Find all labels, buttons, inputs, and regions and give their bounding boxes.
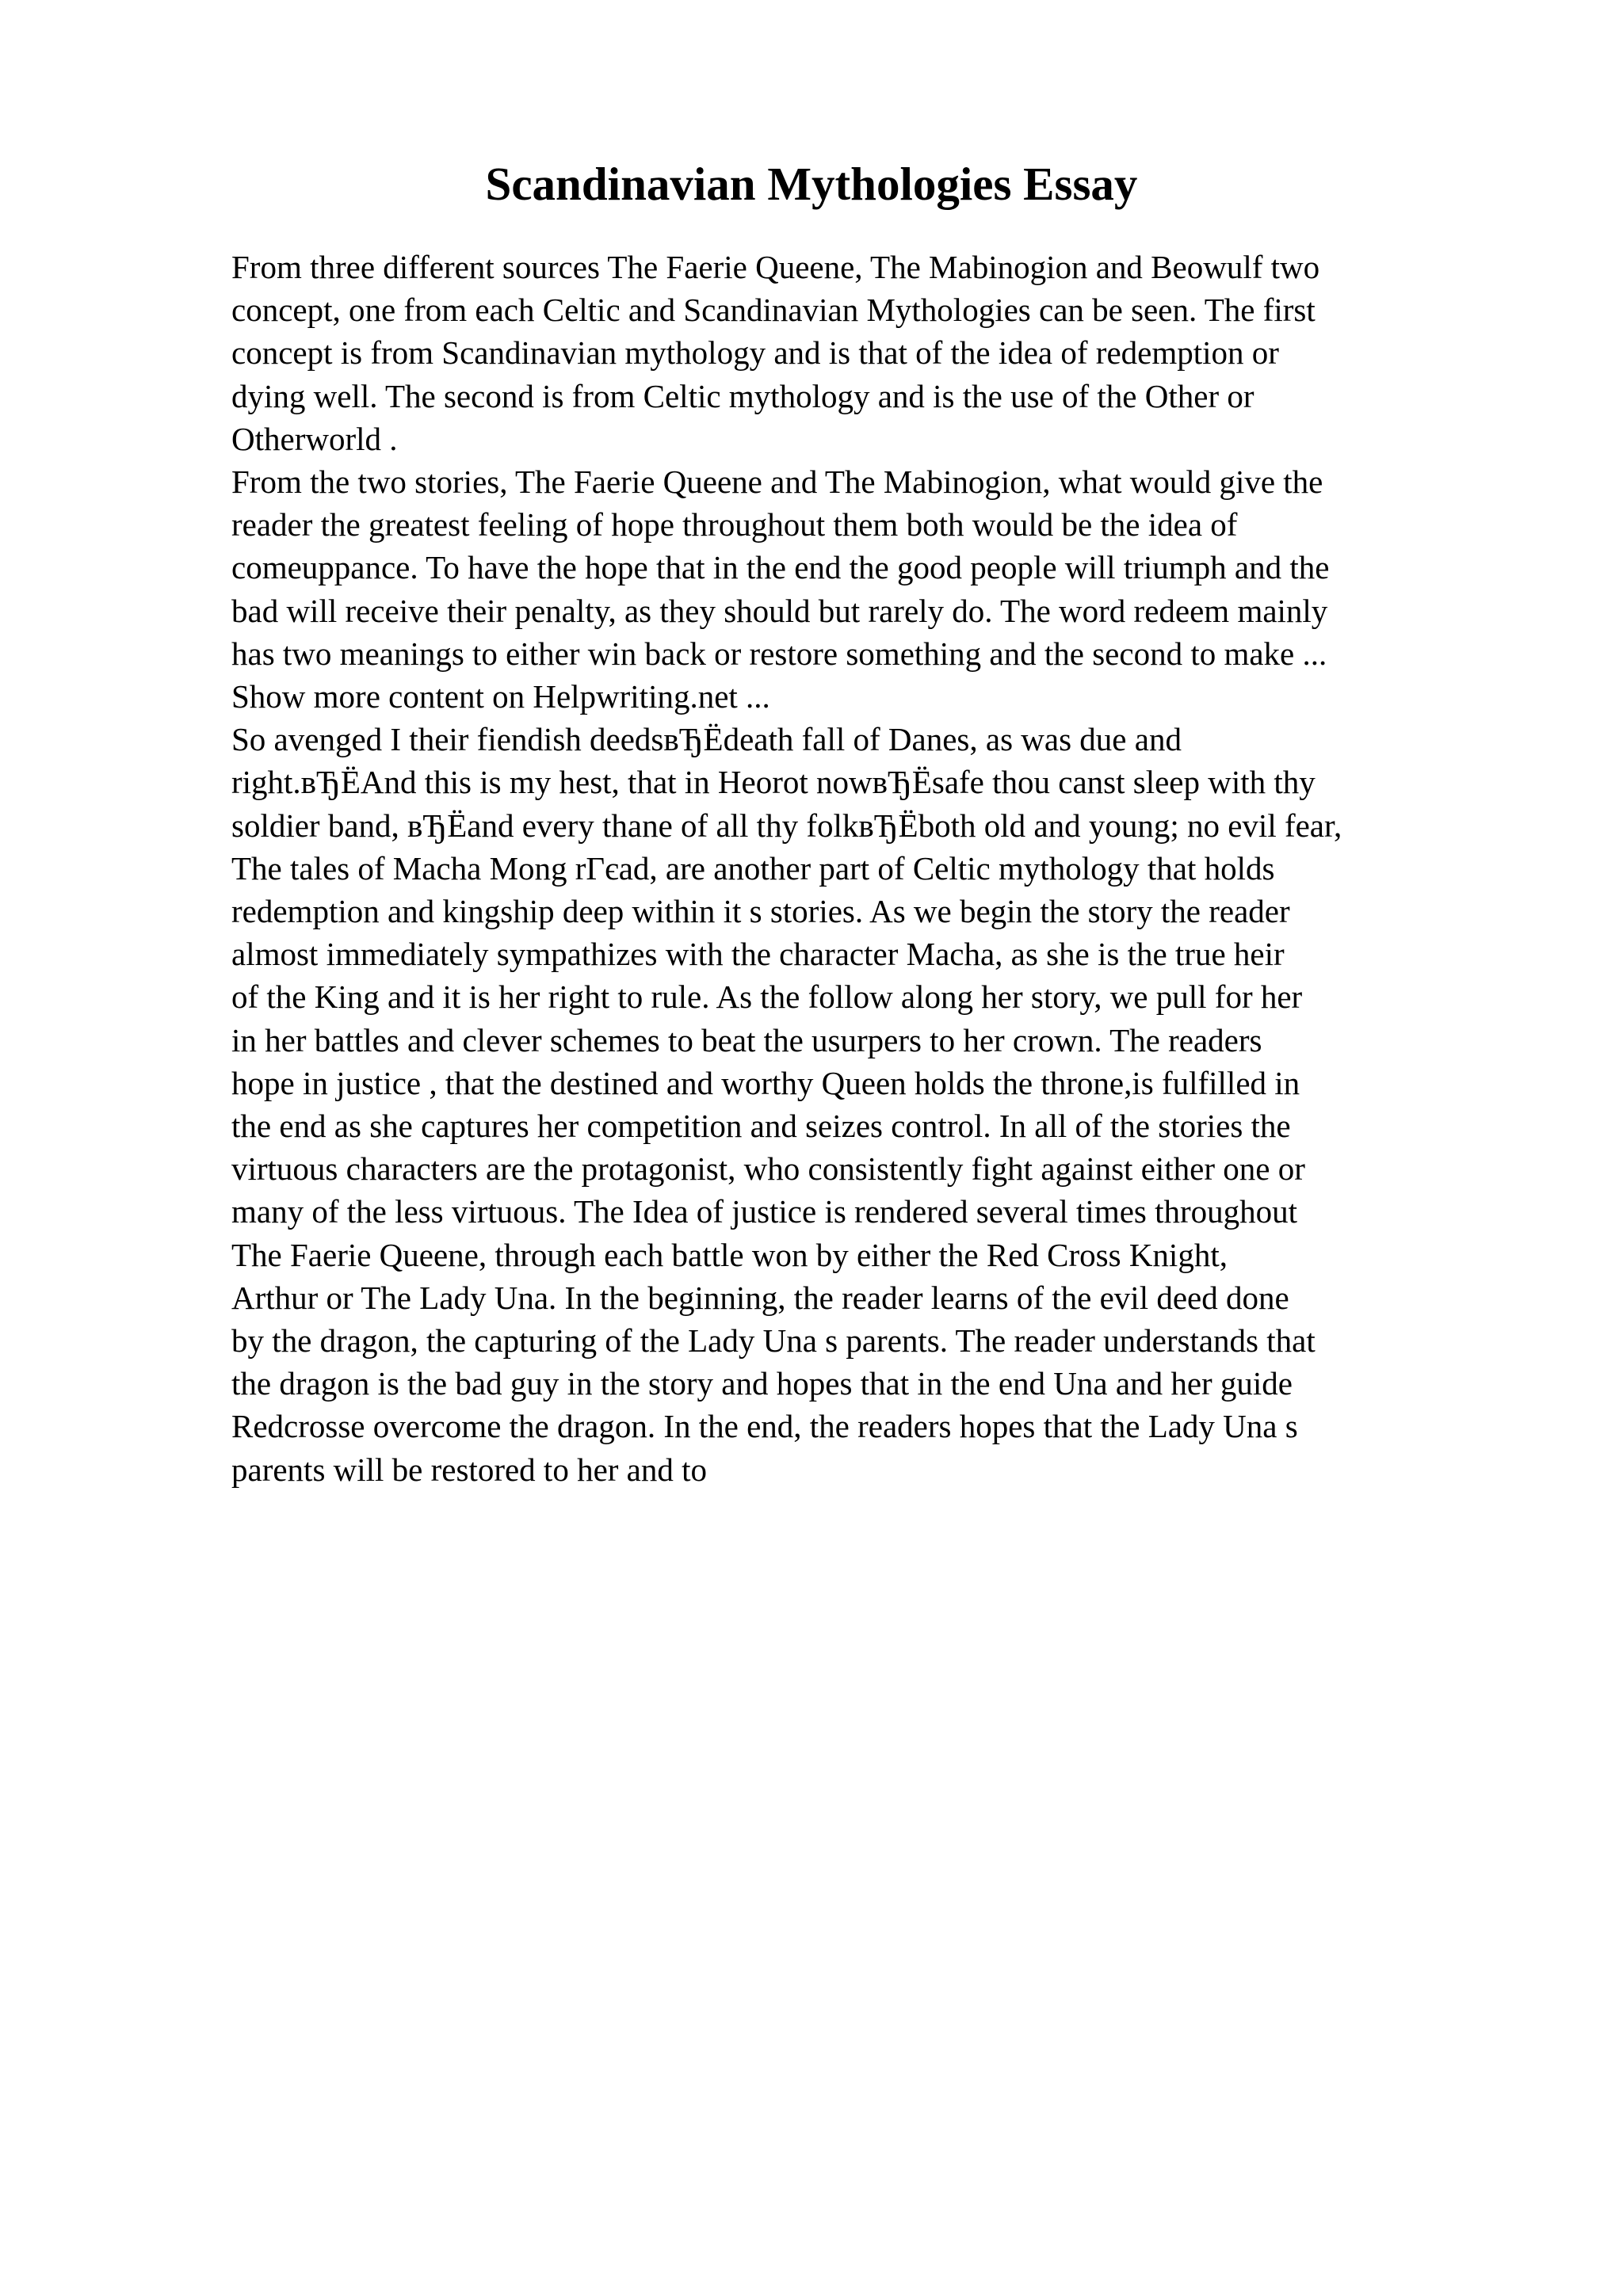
text-line: concept, one from each Celtic and Scandinavian Mythologies can be seen. The first bbox=[231, 292, 1316, 329]
text-line: right.вЂЁAnd this is my hest, that in Heorot nowвЂЁsafe thou canst sleep with thy bbox=[231, 764, 1316, 801]
text-line: bad will receive their penalty, as they should but rarely do. The word redeem mainly bbox=[231, 592, 1328, 629]
text-line: Redcrosse overcome the dragon. In the end, the readers hopes that the Lady Una s bbox=[231, 1408, 1298, 1445]
text-line: almost immediately sympathizes with the character Macha, as she is the true heir bbox=[231, 936, 1285, 973]
text-line: of the King and it is her right to rule. As the follow along her story, we pull for her bbox=[231, 978, 1303, 1016]
text-line: the end as she captures her competition and seizes control. In all of the stories the bbox=[231, 1108, 1291, 1145]
text-line: The tales of Macha Mong rГєad, are another part of Celtic mythology that holds bbox=[231, 849, 1275, 887]
document-title: Scandinavian Mythologies Essay bbox=[485, 158, 1138, 210]
text-line: many of the less virtuous. The Idea of justice is rendered several times throughout bbox=[231, 1193, 1298, 1230]
text-line: virtuous characters are the protagonist, who consistently fight against either one or bbox=[231, 1150, 1305, 1188]
text-line: the dragon is the bad guy in the story and hopes that in the end Una and her guide bbox=[231, 1365, 1293, 1402]
text-line: From three different sources The Faerie Queene, The Mabinogion and Beowulf two bbox=[231, 249, 1320, 285]
text-line: has two meanings to either win back or restore something and the second to make ... bbox=[231, 635, 1327, 672]
text-line: redemption and kingship deep within it s stories. As we begin the story the reader bbox=[231, 893, 1290, 930]
text-line: reader the greatest feeling of hope throughout them both would be the idea of bbox=[231, 506, 1238, 543]
text-line: hope in justice , that the destined and worthy Queen holds the throne,is fulfilled in bbox=[231, 1064, 1300, 1101]
text-line: Arthur or The Lady Una. In the beginning, the reader learns of the evil deed done bbox=[231, 1279, 1289, 1316]
text-line: soldier band, вЂЁand every thane of all thy folkвЂЁboth old and young; no evil fear, bbox=[231, 807, 1342, 844]
text-line: So avenged I their fiendish deedsвЂЁdeath fall of Danes, as was due and bbox=[231, 721, 1182, 758]
text-line: dying well. The second is from Celtic mythology and is the use of the Other or bbox=[231, 377, 1254, 414]
text-line: by the dragon, the capturing of the Lady Una s parents. The reader understands that bbox=[231, 1322, 1316, 1360]
text-line: concept is from Scandinavian mythology and is that of the idea of redemption or bbox=[231, 334, 1279, 372]
text-line: comeuppance. To have the hope that in the end the good people will triumph and the bbox=[231, 549, 1330, 586]
text-line: From the two stories, The Faerie Queene and The Mabinogion, what would give the bbox=[231, 463, 1323, 501]
text-line: Otherworld . bbox=[231, 420, 398, 457]
essay-body bbox=[231, 246, 1579, 1491]
show-more-link: Show more content on Helpwriting.net ... bbox=[231, 678, 770, 715]
text-line: parents will be restored to her and to bbox=[231, 1451, 708, 1488]
text-line: The Faerie Queene, through each battle won by either the Red Cross Knight, bbox=[231, 1236, 1228, 1273]
text-line: in her battles and clever schemes to beat the usurpers to her crown. The readers bbox=[231, 1021, 1262, 1058]
